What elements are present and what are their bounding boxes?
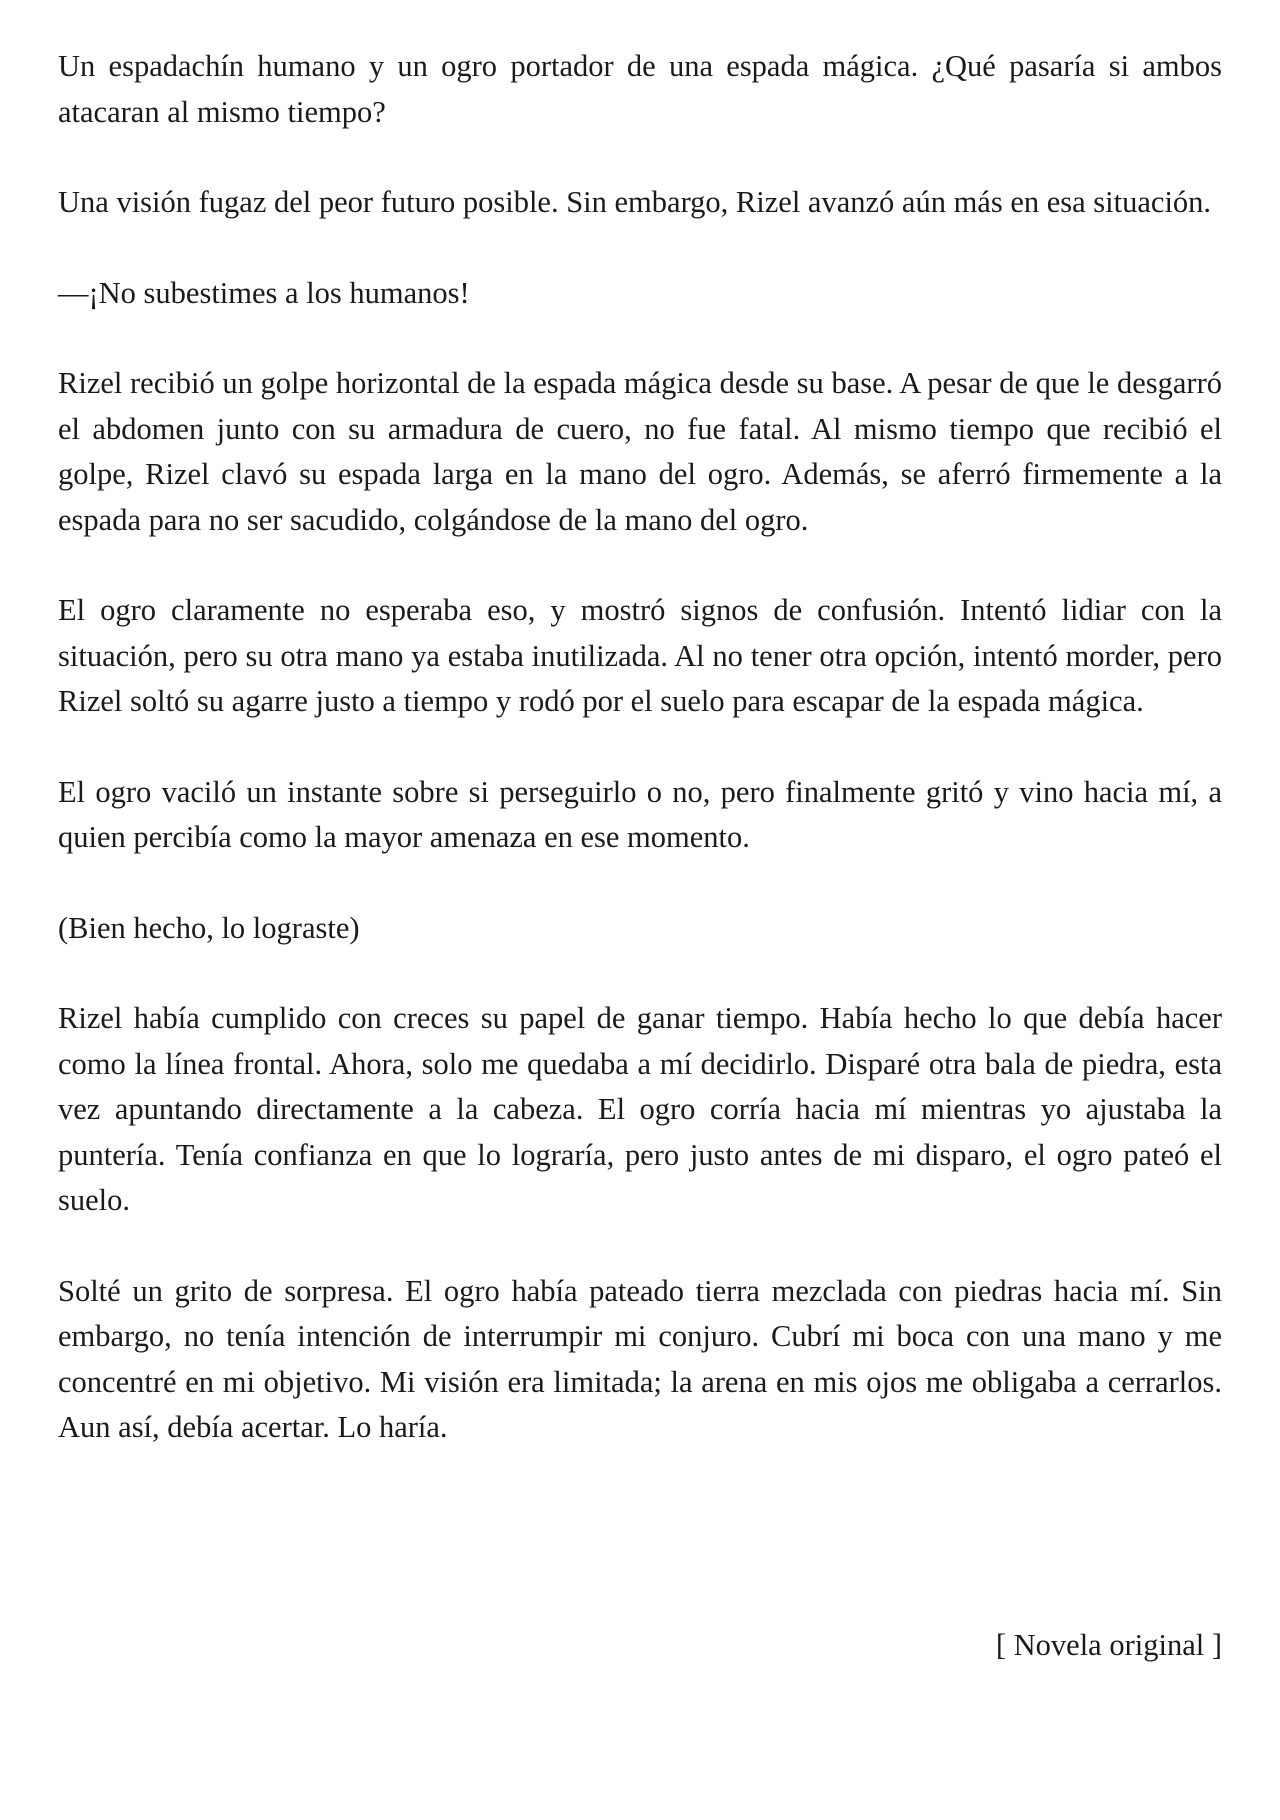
- dialogue-line: —¡No subestimes a los humanos!: [58, 275, 470, 310]
- paragraph-6: El ogro vaciló un instante sobre si perseguirlo o no, pero finalmente gritó y vino hacia mí, a quien percibía como la mayor amenaza en ese momento.: [58, 774, 1222, 854]
- document-body: [58, 44, 1222, 1496]
- source-note: [ Novela original ]: [995, 1628, 1222, 1662]
- paragraph-8: Rizel había cumplido con creces su papel de ganar tiempo. Había hecho lo que debía hacer como la línea frontal. Ahora, solo me quedaba a mí decidirlo. Disparé otra bala de piedra, esta vez apuntando directamente a la cabeza. El ogro corría hacia mí mientras yo ajustaba la puntería. Tenía confianza en que lo lograría, pero justo antes de mi disparo, el ogro pateó el suelo.: [58, 1001, 1222, 1217]
- paragraph-4: Rizel recibió un golpe horizontal de la espada mágica desde su base. A pesar de que le desgarró el abdomen junto con su armadura de cuero, no fue fatal. Al mismo tiempo que recibió el golpe, Rizel clavó su espada larga en la mano del ogro. Además, se aferró firmemente a la espada para no ser sacudido, colgándose de la mano del ogro.: [58, 366, 1222, 537]
- paragraph-1: Un espadachín humano y un ogro portador de una espada mágica. ¿Qué pasaría si ambos atacaran al mismo tiempo?: [58, 49, 1222, 129]
- inner-thought-line: (Bien hecho, lo lograste): [58, 910, 360, 945]
- paragraph-9: Solté un grito de sorpresa. El ogro había pateado tierra mezclada con piedras hacia mí. Sin embargo, no tenía intención de interrumpir mi conjuro. Cubrí mi boca con una mano y me concentré en mi objetivo. Mi visión era limitada; la arena en mis ojos me obligaba a cerrarlos. Aun así, debía acertar. Lo haría.: [58, 1273, 1222, 1444]
- paragraph-2: Una visión fugaz del peor futuro posible. Sin embargo, Rizel avanzó aún más en esa situación.: [58, 185, 1212, 219]
- paragraph-5: El ogro claramente no esperaba eso, y mostró signos de confusión. Intentó lidiar con la situación, pero su otra mano ya estaba inutilizada. Al no tener otra opción, intentó morder, pero Rizel soltó su agarre justo a tiempo y rodó por el suelo para escapar de la espada mágica.: [58, 593, 1222, 718]
